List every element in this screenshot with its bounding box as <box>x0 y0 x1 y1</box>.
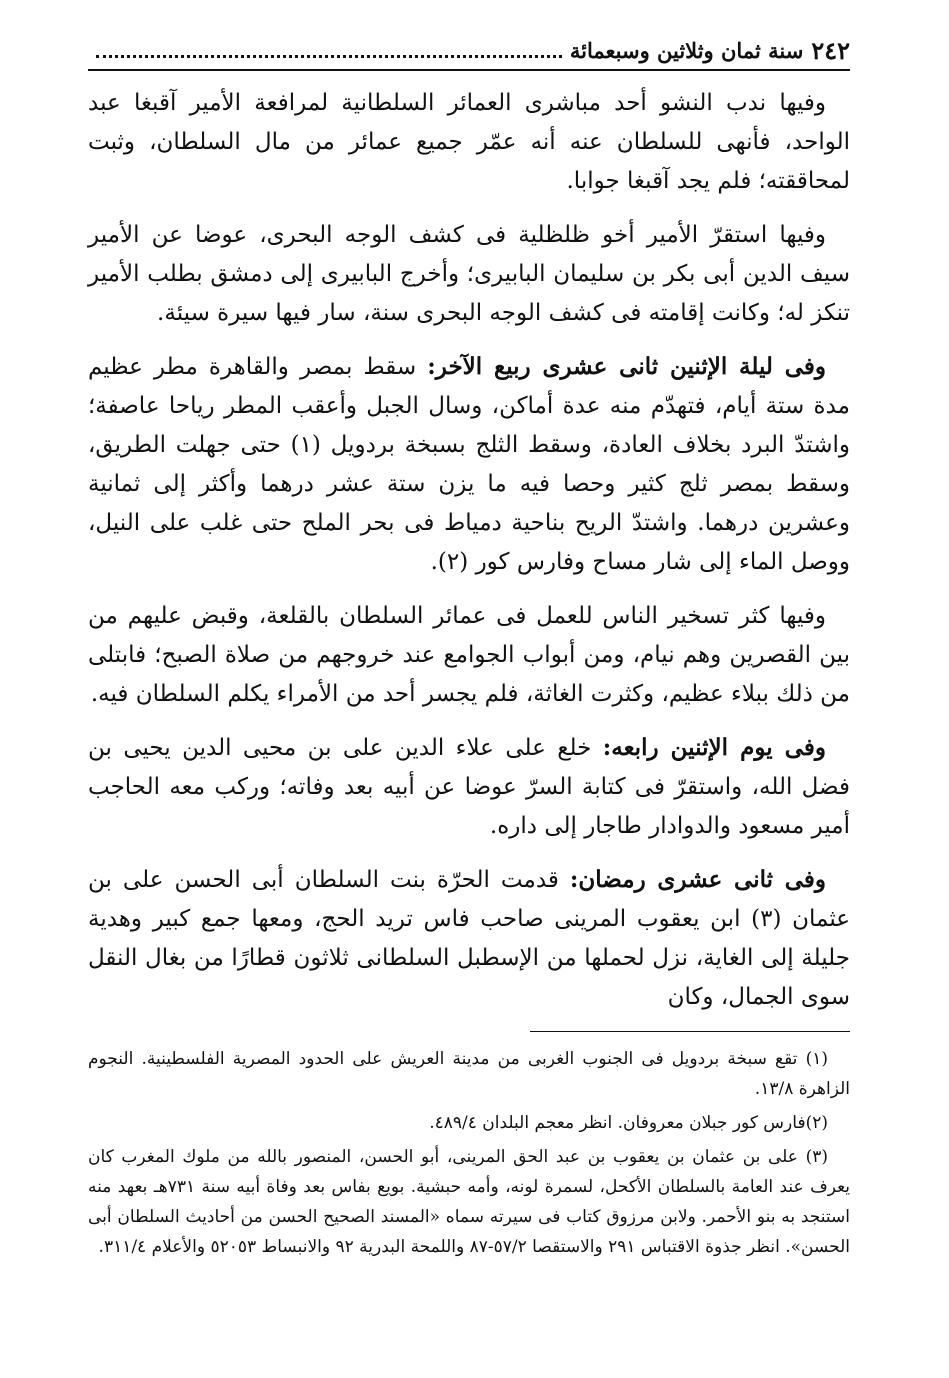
paragraph-text: وفيها استقرّ الأمير أخو ظلظلية فى كشف الوجه البحرى، عوضا عن الأمير سيف الدين أبى بكر بن سليمان البابيرى؛ وأخرج البابيرى إلى دمشق بطلب الأمير تنكز له؛ وكانت إقامته فى كشف الوجه البحرى سنة، سار فيها سيرة سيئة. <box>88 222 850 326</box>
footnote: (٢)فارس كور جبلان معروفان. انظر معجم البلدان ٤٨٩/٤. <box>429 1113 828 1133</box>
footnote: (٣) على بن عثمان بن يعقوب بن عبد الحق المرينى، أبو الحسن، المنصور بالله من ملوك المغرب كان يعرف عند العامة بالسلطان الأكحل، لسمرة لونه، وأمه حبشية. بويع بفاس بعد وفاة أبيه سنة ٧٣١هـ بعهد منه استنجد به بنو الأحمر. ولابن مرزوق كتاب فى سيرته سماه «المسند الصحيح الحسن من أحاديث السلطان أبى الحسن». انظر جذوة الاقتباس ٢٩١ والاستقصا ٥٧/٢-٨٧ واللمحة البدرية ٩٢ والانبساط ٥٢٠٥٣ والأعلام ٣١١/٤. <box>88 1147 851 1257</box>
paragraph-lead: وفى ثانى عشرى رمضان: <box>569 866 826 893</box>
paragraph-text: سقط بمصر والقاهرة مطر عظيم مدة ستة أيام، فتهدّم منه عدة أماكن، وسال الجبل وأعقب المطر رياحا عاصفة؛ واشتدّ البرد بخلاف العادة، وسقط الثلج بسبخة بردويل (١) حتى جهلت الطريق، وسقط بمصر ثلج كثير وحصا فيه ما يزن ستة عشر درهما وأكثر إلى ثمانية وعشرين درهما. واشتدّ الريح بناحية دمياط فى بحر الملح حتى غلب على النيل، ووصل الماء إلى شار مساح وفارس كور (٢). <box>88 354 850 575</box>
main-text <box>88 83 850 1017</box>
footnotes <box>88 1044 850 1262</box>
footnote: (١) تقع سبخة بردويل فى الجنوب الغربى من مدينة العريش على الحدود المصرية الفلسطينية. النجوم الزاهرة ١٣/٨. <box>88 1049 850 1099</box>
paragraph <box>88 596 850 714</box>
paragraph <box>88 215 850 333</box>
paragraph <box>88 728 850 846</box>
book-page <box>88 36 850 1266</box>
footnote-separator <box>530 1031 850 1032</box>
paragraph-text: قدمت الحرّة بنت السلطان أبى الحسن على بن عثمان (٣) ابن يعقوب المرينى صاحب فاس تريد الحج، ومعها جمع كبير وهدية جليلة إلى الغاية، نزل لحملها من الإسطبل السلطانى ثلاثون قطارًا من بغال النقل سوى الجمال، وكان <box>88 867 850 1010</box>
paragraph-lead: وفى ليلة الإثنين ثانى عشرى ربيع الآخر: <box>427 353 826 380</box>
header-dots <box>96 55 562 58</box>
paragraph-text: وفيها كثر تسخير الناس للعمل فى عمائر السلطان بالقلعة، وقبض عليهم من بين القصرين وهم نيام، ومن أبواب الجوامع عند خروجهم من صلاة الصبح؛ فابتلى من ذلك ببلاء عظيم، وكثرت الغاثة، فلم يجسر أحد من الأمراء يكلم السلطان فيه. <box>88 603 850 707</box>
page-number: ٢٤٢ <box>811 36 850 65</box>
paragraph-lead: وفى يوم الإثنين رابعه: <box>602 734 826 761</box>
paragraph <box>88 83 850 201</box>
paragraph <box>88 347 850 582</box>
page-header <box>88 36 850 71</box>
paragraph-text: خلع على علاء الدين على بن محيى الدين يحيى بن فضل الله، واستقرّ فى كتابة السرّ عوضا عن أبيه بعد وفاته؛ وركب معه الحاجب أمير مسعود والدوادار طاجار إلى داره. <box>88 735 850 839</box>
running-title: سنة ثمان وثلاثين وسبعمائة <box>569 38 804 63</box>
paragraph <box>88 860 850 1017</box>
paragraph-text: وفيها ندب النشو أحد مباشرى العمائر السلطانية لمرافعة الأمير آقبغا عبد الواحد، فأنهى للسلطان عنه أنه عمّر جميع عمائر من مال السلطان، وثبت لمحاققته؛ فلم يجد آقبغا جوابا. <box>88 90 850 194</box>
